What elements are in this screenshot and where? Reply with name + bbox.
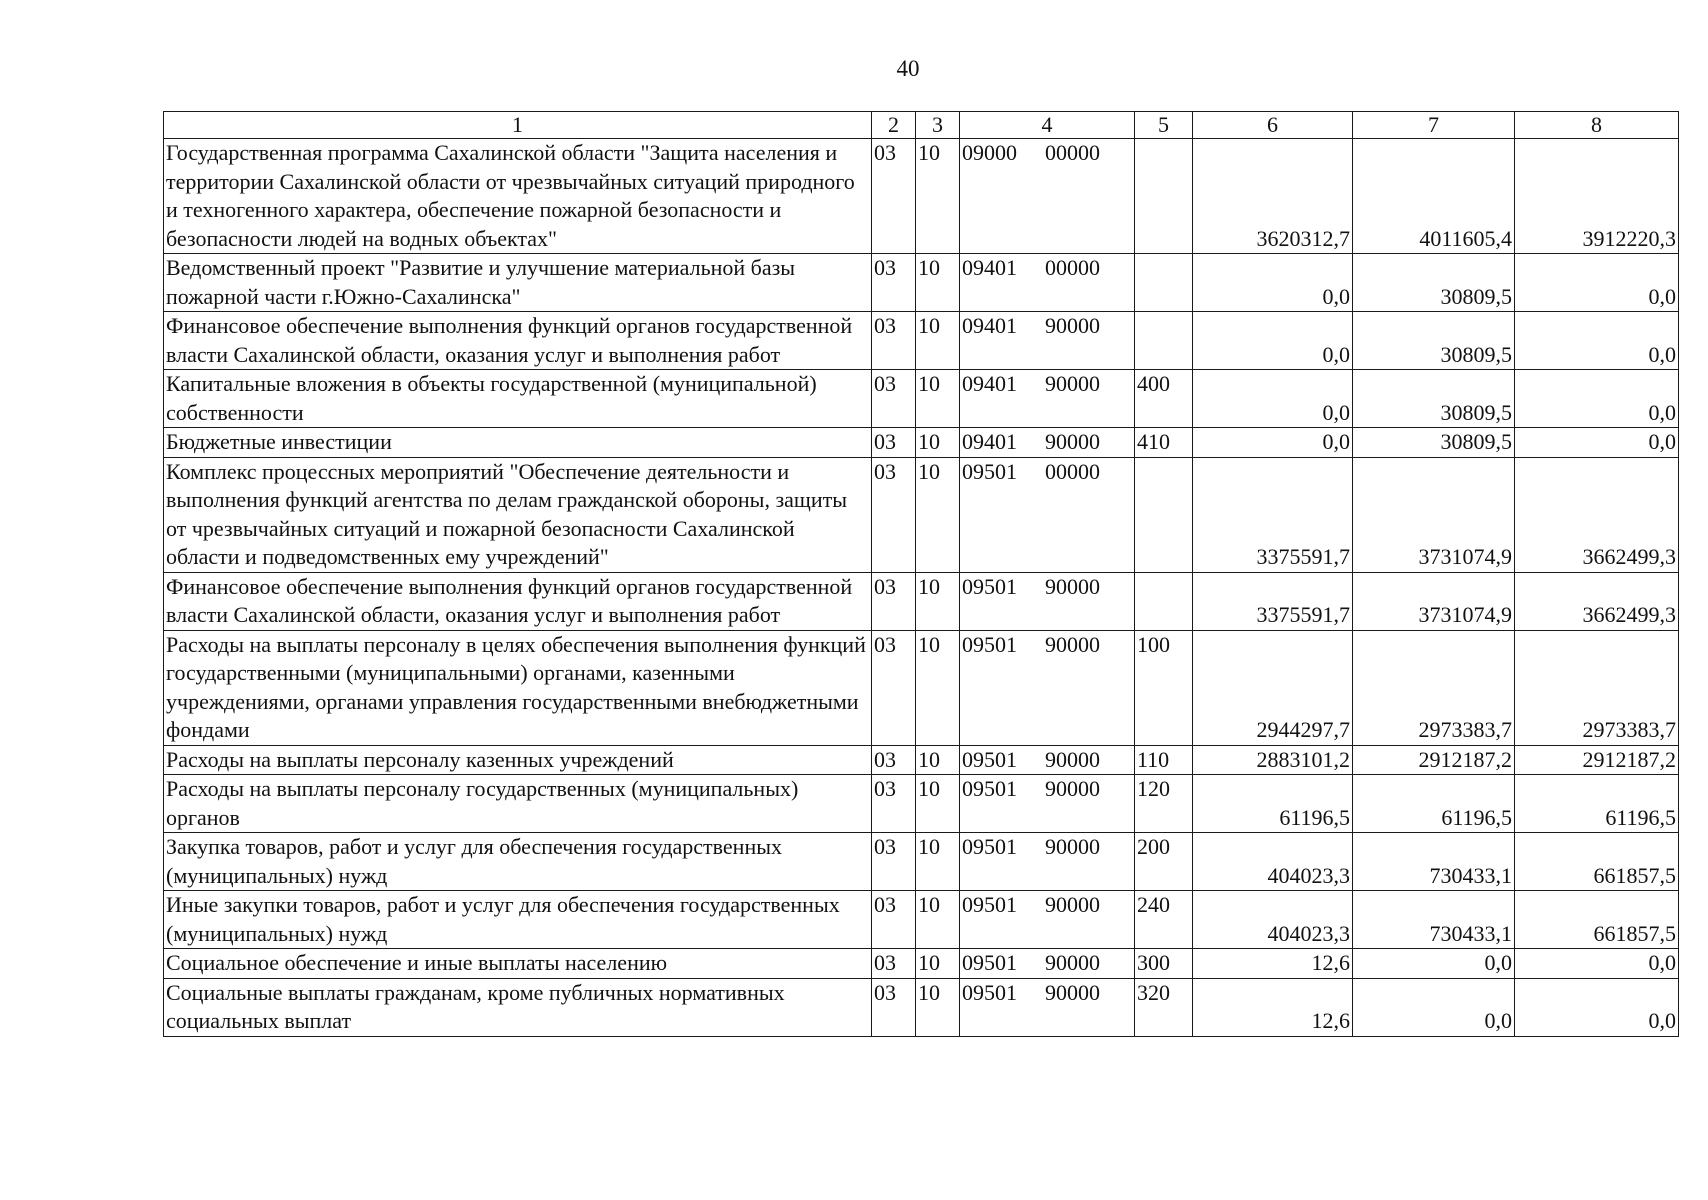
row-name-cell: Расходы на выплаты персоналу казенных учреждений (164, 745, 872, 775)
amount-cell: 0,0 (1515, 978, 1679, 1036)
amount-cell: 730433,1 (1353, 833, 1515, 891)
amount-cell: 3731074,9 (1353, 572, 1515, 630)
program-code: 09401 (962, 255, 1017, 280)
direction-code: 90000 (1045, 776, 1100, 801)
subsection-code-cell: 10 (916, 139, 960, 254)
column-header: 3 (916, 112, 960, 139)
row-name-cell: Закупка товаров, работ и услуг для обеспечения государственных (муниципальных) нужд (164, 833, 872, 891)
subsection-code-cell: 10 (916, 370, 960, 428)
amount-cell: 0,0 (1193, 428, 1353, 458)
amount-cell: 3620312,7 (1193, 139, 1353, 254)
amount-cell: 2944297,7 (1193, 630, 1353, 745)
table-header-row (164, 112, 1679, 139)
column-header: 7 (1353, 112, 1515, 139)
amount-cell: 3662499,3 (1515, 457, 1679, 572)
column-header: 5 (1135, 112, 1193, 139)
subsection-code-cell: 10 (916, 978, 960, 1036)
expense-type-cell (1135, 457, 1193, 572)
budget-table (163, 111, 1679, 1037)
target-article-cell (960, 254, 1135, 312)
expense-type-cell: 320 (1135, 978, 1193, 1036)
column-header: 8 (1515, 112, 1679, 139)
amount-cell: 2883101,2 (1193, 745, 1353, 775)
amount-cell: 61196,5 (1515, 775, 1679, 833)
row-name-cell: Финансовое обеспечение выполнения функций органов государственной власти Сахалинской области, оказания услуг и выполнения работ (164, 312, 872, 370)
direction-code: 90000 (1045, 573, 1100, 599)
expense-type-cell (1135, 139, 1193, 254)
program-code: 09501 (962, 776, 1017, 801)
section-code-cell: 03 (872, 949, 916, 979)
section-code-cell: 03 (872, 630, 916, 745)
program-code: 09501 (962, 631, 1017, 657)
row-name-cell: Социальные выплаты гражданам, кроме публичных нормативных социальных выплат (164, 978, 872, 1036)
table-row (164, 428, 1679, 458)
amount-cell: 2973383,7 (1515, 630, 1679, 745)
amount-cell: 30809,5 (1353, 312, 1515, 370)
subsection-code-cell: 10 (916, 745, 960, 775)
expense-type-cell (1135, 254, 1193, 312)
table-row (164, 949, 1679, 979)
program-code: 09501 (962, 746, 1017, 772)
table-body (164, 112, 1679, 1037)
direction-code: 90000 (1045, 979, 1100, 1005)
target-article-cell (960, 572, 1135, 630)
direction-code: 90000 (1045, 631, 1100, 657)
table-row (164, 370, 1679, 428)
amount-cell: 30809,5 (1353, 254, 1515, 312)
row-name-cell: Финансовое обеспечение выполнения функций органов государственной власти Сахалинской области, оказания услуг и выполнения работ (164, 572, 872, 630)
direction-code: 90000 (1045, 371, 1100, 396)
amount-cell: 0,0 (1193, 254, 1353, 312)
table-row (164, 833, 1679, 891)
direction-code: 90000 (1045, 834, 1100, 859)
column-header: 6 (1193, 112, 1353, 139)
target-article-cell (960, 745, 1135, 775)
amount-cell: 730433,1 (1353, 891, 1515, 949)
amount-cell: 0,0 (1353, 949, 1515, 979)
amount-cell: 12,6 (1193, 978, 1353, 1036)
section-code-cell: 03 (872, 891, 916, 949)
table-row (164, 745, 1679, 775)
subsection-code-cell: 10 (916, 428, 960, 458)
subsection-code-cell: 10 (916, 775, 960, 833)
amount-cell: 61196,5 (1193, 775, 1353, 833)
table-row (164, 572, 1679, 630)
direction-code: 90000 (1045, 746, 1100, 772)
direction-code: 00000 (1045, 255, 1100, 280)
subsection-code-cell: 10 (916, 457, 960, 572)
target-article-cell (960, 978, 1135, 1036)
program-code: 09000 (962, 140, 1017, 165)
table-row (164, 978, 1679, 1036)
section-code-cell: 03 (872, 312, 916, 370)
section-code-cell: 03 (872, 139, 916, 254)
program-code: 09401 (962, 313, 1017, 338)
table-row (164, 139, 1679, 254)
table-row (164, 457, 1679, 572)
amount-cell: 0,0 (1515, 949, 1679, 979)
expense-type-cell: 110 (1135, 745, 1193, 775)
amount-cell: 3375591,7 (1193, 457, 1353, 572)
expense-type-cell: 410 (1135, 428, 1193, 458)
target-article-cell (960, 891, 1135, 949)
row-name-cell: Комплекс процессных мероприятий "Обеспечение деятельности и выполнения функций агентства по делам гражданской обороны, защиты от чрезвычайных ситуаций и пожарной безопасности Сахалинской области и подведомственных ему учреждений" (164, 457, 872, 572)
program-code: 09501 (962, 979, 1017, 1005)
subsection-code-cell: 10 (916, 891, 960, 949)
program-code: 09501 (962, 573, 1017, 599)
amount-cell: 3731074,9 (1353, 457, 1515, 572)
expense-type-cell: 240 (1135, 891, 1193, 949)
target-article-cell (960, 949, 1135, 979)
expense-type-cell: 100 (1135, 630, 1193, 745)
amount-cell: 404023,3 (1193, 833, 1353, 891)
target-article-cell (960, 312, 1135, 370)
program-code: 09401 (962, 429, 1017, 454)
section-code-cell: 03 (872, 457, 916, 572)
column-header: 4 (960, 112, 1135, 139)
amount-cell: 661857,5 (1515, 833, 1679, 891)
amount-cell: 61196,5 (1353, 775, 1515, 833)
row-name-cell: Расходы на выплаты персоналу в целях обеспечения выполнения функций государственными (муниципальными) органами, казенными учреждениями, органами управления государственными внебюджетными фондами (164, 630, 872, 745)
amount-cell: 0,0 (1515, 370, 1679, 428)
expense-type-cell: 200 (1135, 833, 1193, 891)
subsection-code-cell: 10 (916, 630, 960, 745)
expense-type-cell: 300 (1135, 949, 1193, 979)
expense-type-cell (1135, 572, 1193, 630)
table-row (164, 630, 1679, 745)
amount-cell: 0,0 (1193, 370, 1353, 428)
row-name-cell: Социальное обеспечение и иные выплаты населению (164, 949, 872, 979)
amount-cell: 0,0 (1515, 312, 1679, 370)
direction-code: 90000 (1045, 429, 1100, 454)
subsection-code-cell: 10 (916, 572, 960, 630)
direction-code: 00000 (1045, 140, 1100, 165)
row-name-cell: Иные закупки товаров, работ и услуг для обеспечения государственных (муниципальных) нужд (164, 891, 872, 949)
row-name-cell: Ведомственный проект "Развитие и улучшение материальной базы пожарной части г.Южно-Сахалинска" (164, 254, 872, 312)
program-code: 09501 (962, 950, 1017, 975)
amount-cell: 0,0 (1515, 428, 1679, 458)
subsection-code-cell: 10 (916, 254, 960, 312)
row-name-cell: Бюджетные инвестиции (164, 428, 872, 458)
target-article-cell (960, 428, 1135, 458)
section-code-cell: 03 (872, 978, 916, 1036)
row-name-cell: Расходы на выплаты персоналу государственных (муниципальных) органов (164, 775, 872, 833)
target-article-cell (960, 457, 1135, 572)
section-code-cell: 03 (872, 254, 916, 312)
amount-cell: 12,6 (1193, 949, 1353, 979)
target-article-cell (960, 775, 1135, 833)
amount-cell: 3375591,7 (1193, 572, 1353, 630)
section-code-cell: 03 (872, 572, 916, 630)
direction-code: 90000 (1045, 313, 1100, 338)
amount-cell: 2973383,7 (1353, 630, 1515, 745)
amount-cell: 30809,5 (1353, 370, 1515, 428)
amount-cell: 3662499,3 (1515, 572, 1679, 630)
column-header: 1 (164, 112, 872, 139)
column-header: 2 (872, 112, 916, 139)
expense-type-cell: 400 (1135, 370, 1193, 428)
page-number: 40 (896, 56, 920, 81)
section-code-cell: 03 (872, 775, 916, 833)
program-code: 09501 (962, 892, 1017, 917)
section-code-cell: 03 (872, 745, 916, 775)
amount-cell: 4011605,4 (1353, 139, 1515, 254)
target-article-cell (960, 139, 1135, 254)
section-code-cell: 03 (872, 833, 916, 891)
amount-cell: 3912220,3 (1515, 139, 1679, 254)
amount-cell: 0,0 (1515, 254, 1679, 312)
subsection-code-cell: 10 (916, 833, 960, 891)
subsection-code-cell: 10 (916, 949, 960, 979)
expense-type-cell (1135, 312, 1193, 370)
direction-code: 90000 (1045, 950, 1100, 975)
program-code: 09501 (962, 834, 1017, 859)
row-name-cell: Капитальные вложения в объекты государственной (муниципальной) собственности (164, 370, 872, 428)
row-name-cell: Государственная программа Сахалинской области "Защита населения и территории Сахалинской области от чрезвычайных ситуаций природного и техногенного характера, обеспечение пожарной безопасности и безопасности людей на водных объектах" (164, 139, 872, 254)
direction-code: 00000 (1045, 458, 1100, 484)
expense-type-cell: 120 (1135, 775, 1193, 833)
amount-cell: 2912187,2 (1515, 745, 1679, 775)
target-article-cell (960, 630, 1135, 745)
section-code-cell: 03 (872, 428, 916, 458)
amount-cell: 0,0 (1353, 978, 1515, 1036)
amount-cell: 30809,5 (1353, 428, 1515, 458)
amount-cell: 404023,3 (1193, 891, 1353, 949)
program-code: 09401 (962, 371, 1017, 396)
direction-code: 90000 (1045, 892, 1100, 917)
table-row (164, 775, 1679, 833)
table-row (164, 254, 1679, 312)
table-row (164, 891, 1679, 949)
amount-cell: 2912187,2 (1353, 745, 1515, 775)
table-row (164, 312, 1679, 370)
section-code-cell: 03 (872, 370, 916, 428)
target-article-cell (960, 370, 1135, 428)
subsection-code-cell: 10 (916, 312, 960, 370)
program-code: 09501 (962, 458, 1017, 484)
amount-cell: 661857,5 (1515, 891, 1679, 949)
amount-cell: 0,0 (1193, 312, 1353, 370)
target-article-cell (960, 833, 1135, 891)
